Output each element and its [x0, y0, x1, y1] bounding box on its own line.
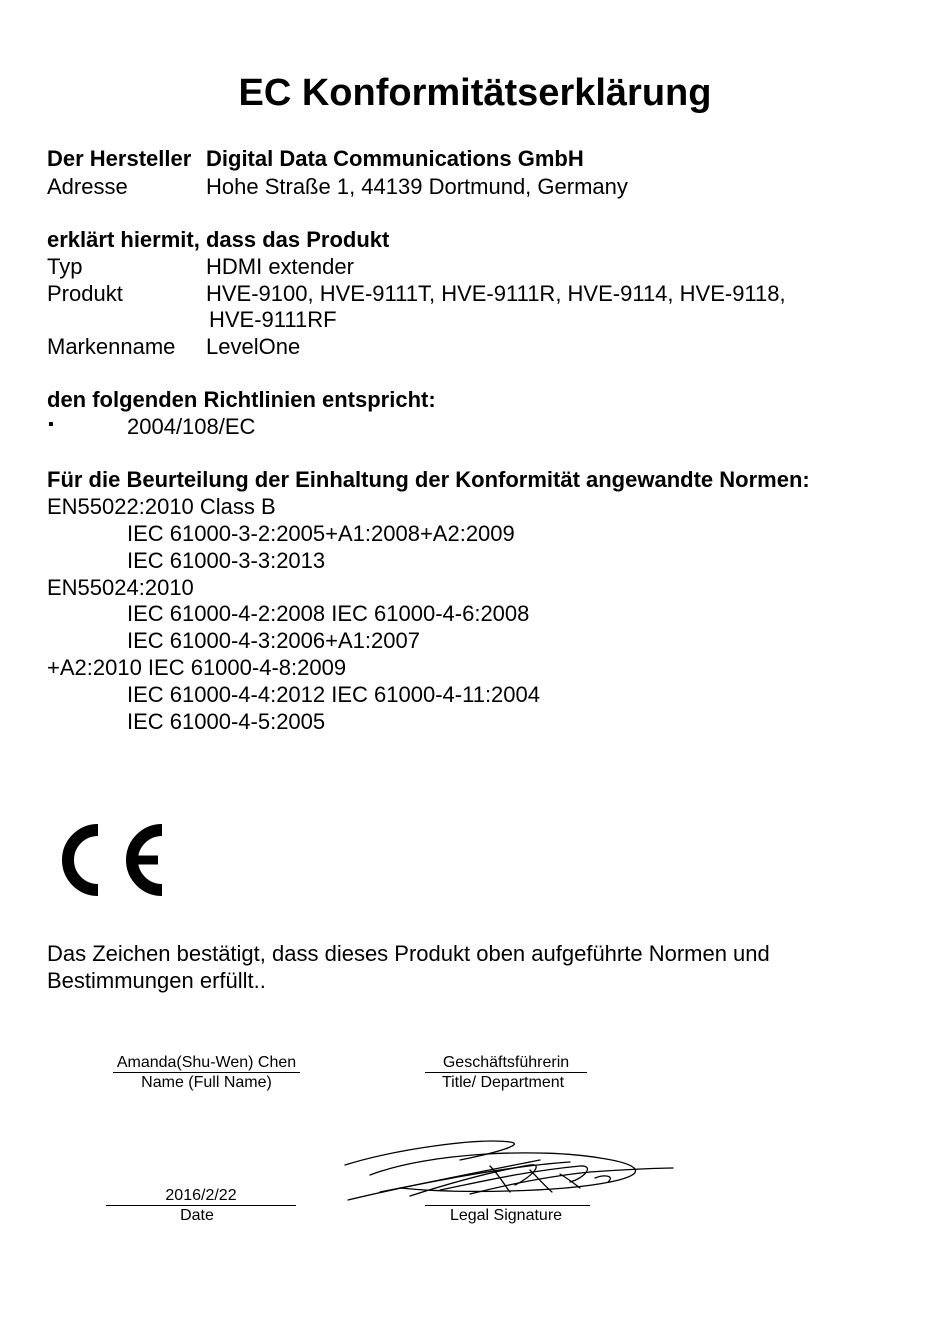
standard-line: IEC 61000-4-5:2005 — [127, 709, 326, 734]
handwritten-signature — [340, 1130, 680, 1210]
standard-line: IEC 61000-4-2:2008 IEC 61000-4-6:2008 — [127, 601, 530, 626]
product-line-1: HVE-9100, HVE-9111T, HVE-9111R, HVE-9114, HVE-9118, — [206, 281, 786, 306]
name-label: Name (Full Name) — [141, 1074, 272, 1091]
standard-line: EN55022:2010 Class B — [47, 494, 276, 519]
standard-line: IEC 61000-3-2:2005+A1:2008+A2:2009 — [127, 521, 515, 546]
date-value: 2016/2/22 — [106, 1187, 296, 1206]
statement-line-1: Das Zeichen bestätigt, dass dieses Produkt oben aufgeführte Normen und — [47, 941, 770, 966]
standard-line: IEC 61000-3-3:2013 — [127, 548, 326, 573]
statement-line-2: Bestimmungen erfüllt.. — [47, 968, 266, 993]
page-title: EC Konformitätserklärung — [238, 72, 712, 114]
standards-heading: Für die Beurteilung der Einhaltung der Konformität angewandte Normen: — [47, 467, 810, 492]
standard-line: IEC 61000-4-3:2006+A1:2007 — [127, 628, 420, 653]
title-label: Title/ Department — [441, 1074, 565, 1091]
standard-line: EN55024:2010 — [47, 575, 194, 600]
type-value: HDMI extender — [206, 254, 354, 279]
address-label: Adresse — [47, 174, 128, 199]
type-label: Typ — [47, 254, 83, 279]
product-line-2: HVE-9111RF — [209, 307, 337, 332]
standard-line: IEC 61000-4-4:2012 IEC 61000-4-11:2004 — [127, 682, 540, 707]
bullet-icon: ▪ — [48, 416, 54, 433]
directive-item: 2004/108/EC — [127, 414, 256, 439]
manufacturer-name: Digital Data Communications GmbH — [206, 146, 584, 171]
directives-heading: den folgenden Richtlinien entspricht: — [47, 387, 436, 412]
product-label: Produkt — [47, 281, 123, 306]
brand-label: Markenname — [47, 334, 176, 359]
brand-value: LevelOne — [206, 334, 301, 359]
name-value: Amanda(Shu-Wen) Chen — [113, 1054, 300, 1073]
date-label: Date — [180, 1207, 214, 1224]
product-heading: erklärt hiermit, dass das Produkt — [47, 227, 390, 252]
address-value: Hohe Straße 1, 44139 Dortmund, Germany — [206, 174, 628, 199]
title-value: Geschäftsführerin — [425, 1054, 587, 1073]
signature-line — [425, 1205, 590, 1206]
ce-mark-icon — [50, 818, 175, 902]
standard-line: +A2:2010 IEC 61000-4-8:2009 — [47, 655, 347, 680]
manufacturer-label: Der Hersteller — [47, 146, 192, 171]
signature-label: Legal Signature — [449, 1207, 563, 1224]
